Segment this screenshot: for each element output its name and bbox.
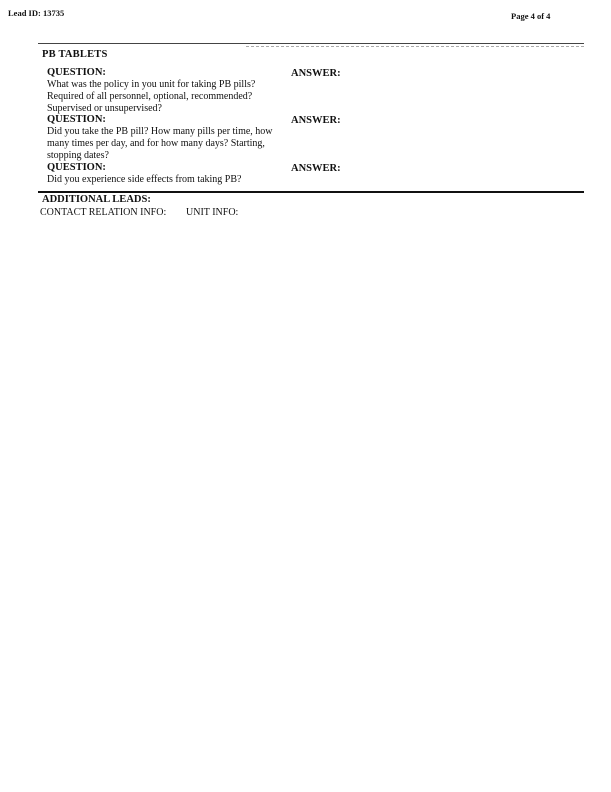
question-text-2: Did you take the PB pill? How many pills per time, how many times per day, and for how many days? Starting, stopping dates? <box>47 126 273 162</box>
question-text-3: Did you experience side effects from taking PB? <box>47 174 242 185</box>
page-number: Page 4 of 4 <box>511 11 551 21</box>
answer-label-1: ANSWER: <box>291 68 341 79</box>
question-label-2: QUESTION: <box>47 114 106 125</box>
unit-info-label: UNIT INFO: <box>186 207 239 218</box>
question-label-3: QUESTION: <box>47 162 106 173</box>
answer-label-2: ANSWER: <box>291 115 341 126</box>
section-divider <box>38 191 584 193</box>
answer-label-3: ANSWER: <box>291 163 341 174</box>
contact-relation-info-label: CONTACT RELATION INFO: <box>40 207 167 218</box>
lead-id: Lead ID: 13735 <box>8 8 65 18</box>
section-title: PB TABLETS <box>42 49 108 60</box>
top-divider <box>38 43 584 44</box>
top-divider-secondary <box>246 46 584 47</box>
additional-leads-title: ADDITIONAL LEADS: <box>42 194 151 205</box>
question-label-1: QUESTION: <box>47 67 106 78</box>
question-text-1: What was the policy in you unit for taking PB pills? Required of all personnel, optional, recommended? Supervised or unsupervised? <box>47 79 256 115</box>
